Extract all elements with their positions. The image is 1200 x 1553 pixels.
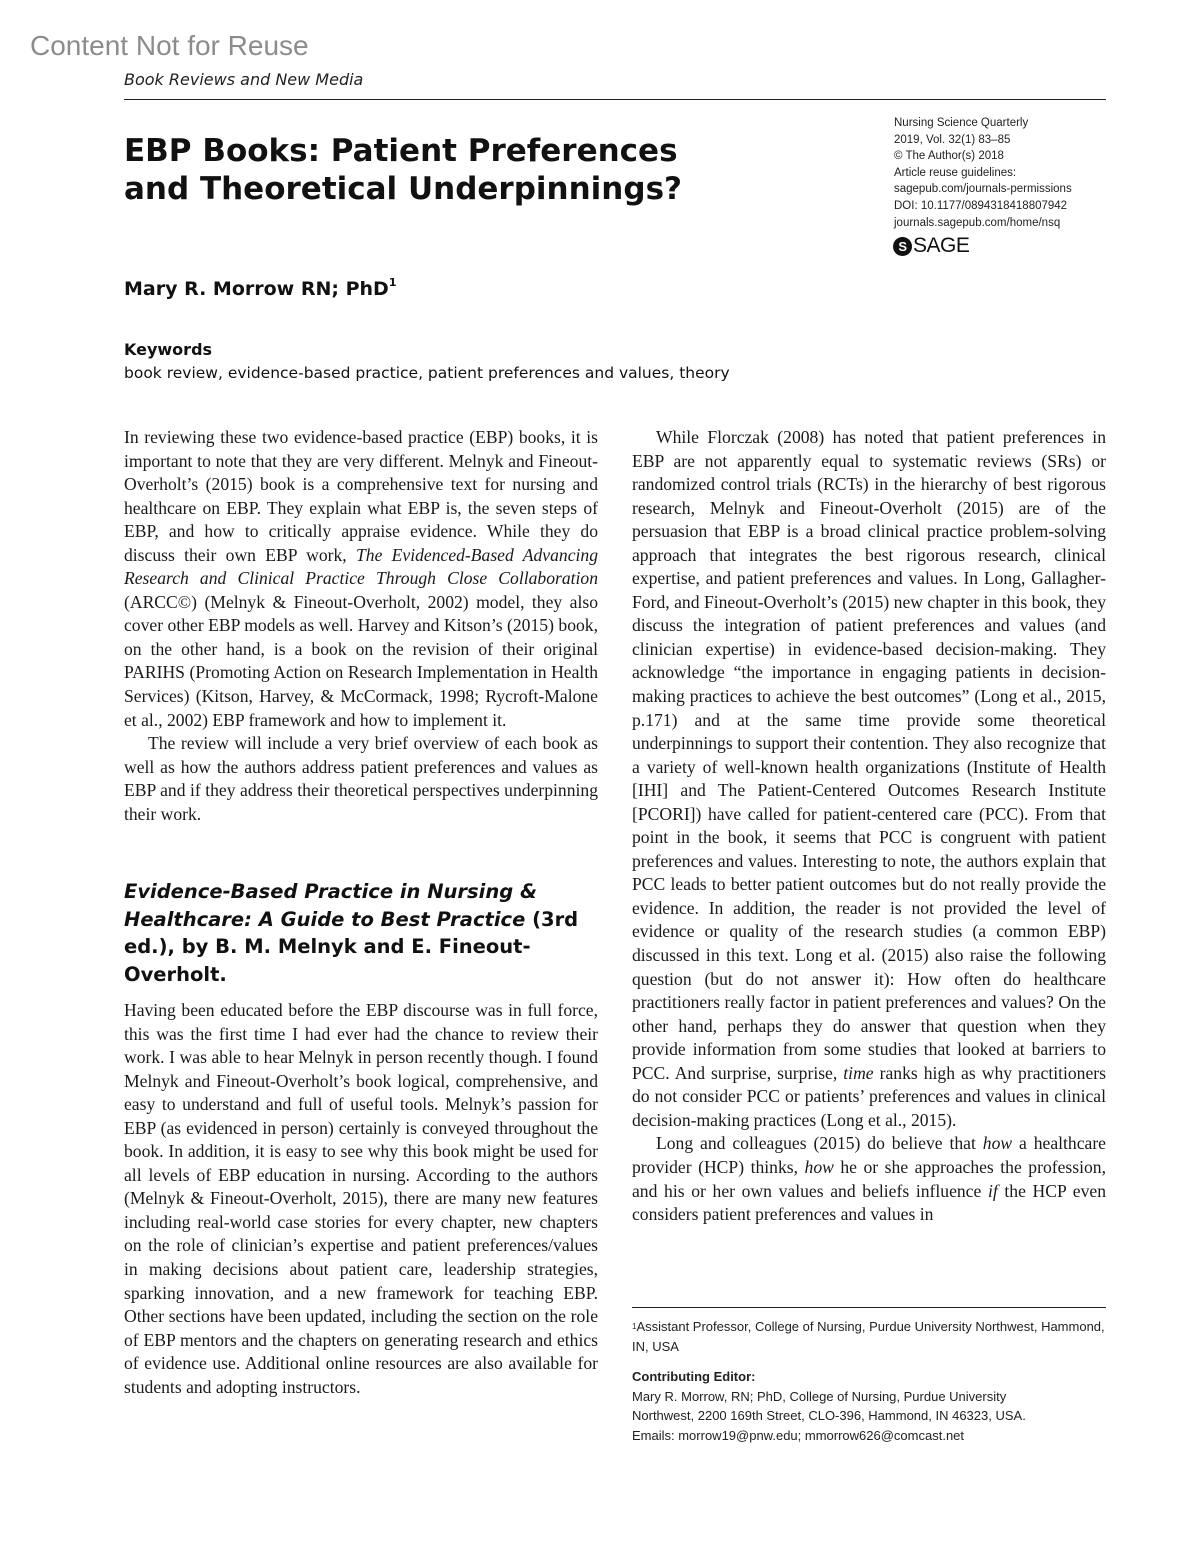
paragraph-review-body: Having been educated before the EBP discourse was in full force, this was the first time I had ever had the chance to review their work. I was able to hear Melnyk in person recently though. I found Melnyk and Fineout-Overholt’s book logical, comprehensive, and easy to understand and full of useful tools. Melnyk’s passion for EBP (as evidenced in person) certainly is conveyed throughout the book. In addition, it is easy to see why this book might be used for all levels of EBP education in nursing. According to the authors (Melnyk & Fineout-Overholt, 2015), there are many new features including real-world case stories for every chapter, new chapters on the role of clinician’s expertise and patient preferences/values in making decisions about patient care, leadership strategies, sparking innovation, and a new framework for teaching EBP. Other sections have been updated, including the section on the role of EBP mentors and the chapters on generating research and ethics of evidence use. Additional online resources are also available for students and adopting instructors. bbox=[124, 1000, 598, 1397]
text-span: (ARCC©) (Melnyk & Fineout-Overholt, 2002) model, they also cover other EBP models as well. Harvey and Kitson’s (2015) book, on the other hand, is a book on the revision of their original PARIHS (Promoting Action on Research Implementation in Health Services) (Kitson, Harvey, & McCormack, 1998; Rycroft-Malone et al., 2002) EBP framework and how to implement it. bbox=[124, 591, 598, 730]
journal-homepage-link[interactable]: journals.sagepub.com/home/nsq bbox=[894, 216, 1061, 229]
emphasis-italic: how bbox=[982, 1133, 1013, 1154]
sage-logo bbox=[893, 234, 969, 258]
affiliation-marker: 1 bbox=[388, 276, 397, 289]
affiliation-footnote bbox=[632, 1317, 1106, 1356]
text-span: the HCP even considers patient preferences and values in bbox=[632, 1180, 1106, 1225]
journal-volume: 2019, Vol. 32(1) 83–85 bbox=[894, 133, 1011, 146]
book-edition-author: (3rd ed.), by B. M. Melnyk and E. Fineout-Overholt. bbox=[124, 907, 579, 986]
contributing-editor bbox=[632, 1367, 1106, 1445]
left-column-review bbox=[124, 999, 598, 1399]
editor-emails[interactable]: Emails: morrow19@pnw.edu; mmorrow626@comcast.net bbox=[632, 1427, 965, 1443]
article-title bbox=[124, 132, 764, 208]
journal-name: Nursing Science Quarterly bbox=[894, 117, 1029, 129]
emphasis-italic: time bbox=[843, 1062, 874, 1083]
copyright-line: © The Author(s) 2018 bbox=[894, 150, 1004, 163]
emphasis-italic: how bbox=[804, 1156, 834, 1177]
paragraph-hcp-values bbox=[632, 1132, 1106, 1226]
paragraph-review-overview: The review will include a very brief overview of each book as well as how the authors address patient preferences and values as EBP and if they address their theoretical perspectives underpinning their work. bbox=[124, 733, 598, 824]
right-column bbox=[632, 426, 1106, 1227]
permissions-link[interactable]: sagepub.com/journals-permissions bbox=[894, 183, 1072, 196]
editor-line-2: Northwest, 2200 169th Street, CLO-396, Hammond, IN 46323, USA. bbox=[632, 1408, 1026, 1423]
journal-metadata bbox=[894, 115, 1106, 231]
sage-logo-text: SAGE bbox=[913, 234, 970, 257]
emphasis-italic: if bbox=[987, 1180, 998, 1201]
author-name bbox=[124, 278, 396, 300]
text-span: he or she approaches the profession, and his or her own values and beliefs influence bbox=[632, 1156, 1106, 1201]
text-span: While Florczak (2008) has noted that patient preferences in EBP are not apparently equal to systematic reviews (SRs) or randomized control trials (RCTs) in the hierarchy of best rigorous research, Melnyk and Fineout-Overholt (2015) are of the persuasion that EBP is a broad clinical practice problem-solving approach that integrates the best rigorous research, clinical expertise, and patient preferences and values. In Long, Gallagher-Ford, and Fineout-Overholt’s (2015) new chapter in this book, they discuss the integration of patient preferences and values (and clinician expertise) in evidence-based decision-making. They acknowledge “the importance in engaging patients in decision-making practices to achieve the best outcomes” (Long et al., 2015, p.171) and at the same time provide some theoretical underpinnings to support their contention. They also recognize that a variety of well-known health organizations (Institute of Health [IHI] and The Patient-Centered Outcomes Research Institute [PCORI]) have called for patient-centered care (PCC). From that point in the book, it seems that PCC is congruent with patient preferences and values. Interesting to note, the authors explain that PCC leads to better patient outcomes but do not really provide the evidence. In addition, the reader is not provided the level of evidence or quality of the research studies (a common EBP) discussed in this text. Long et al. (2015) also raise the following question (but do not answer it): How often do healthcare practitioners really factor in patient preferences and values? On the other hand, perhaps they do answer that question when they provide information from some studies that looked at barriers to PCC. And surprise, surprise, bbox=[632, 427, 1106, 1083]
book-subheading bbox=[124, 878, 598, 988]
keywords-heading: Keywords bbox=[124, 340, 213, 359]
title-line-2: and Theoretical Underpinnings? bbox=[124, 171, 682, 207]
footnote-marker: 1 bbox=[632, 1322, 637, 1331]
contributing-editor-label: Contributing Editor: bbox=[632, 1369, 756, 1384]
sage-logo-icon: S bbox=[893, 237, 912, 256]
text-span: a healthcare provider (HCP) thinks, bbox=[632, 1133, 1106, 1177]
text-span: In reviewing these two evidence-based practice (EBP) books, it is important to note that they are very different. Melnyk and Fineout-Overholt’s (2015) book is a comprehensive text for nursing and healthcare on EBP. They explain what EBP is, the seven steps of EBP, and how to critically appraise evidence. While they do discuss their own EBP work, bbox=[124, 427, 598, 565]
paragraph-patient-preferences bbox=[632, 426, 1106, 1132]
text-span: Long and colleagues (2015) do believe that bbox=[656, 1133, 983, 1154]
keywords-list: book review, evidence-based practice, patient preferences and values, theory bbox=[124, 364, 730, 382]
editor-line-1: Mary R. Morrow, RN; PhD, College of Nursing, Purdue University bbox=[632, 1388, 1007, 1404]
watermark-text: Content Not for Reuse bbox=[30, 30, 309, 61]
model-title-italic: The Evidenced-Based Advancing Research and Clinical Practice Through Close Collaboration bbox=[124, 544, 598, 589]
footnote-divider bbox=[632, 1307, 1106, 1308]
book-title-italic: Evidence-Based Practice in Nursing & Healthcare: A Guide to Best Practice bbox=[124, 880, 537, 931]
footnote-text: Assistant Professor, College of Nursing, Purdue University Northwest, Hammond, IN, USA bbox=[632, 1319, 1105, 1354]
title-line-1: EBP Books: Patient Preferences bbox=[124, 133, 678, 169]
reuse-label: Article reuse guidelines: bbox=[894, 166, 1017, 179]
header-divider bbox=[124, 99, 1106, 100]
left-column-intro bbox=[124, 426, 598, 826]
text-span: ranks high as why practitioners do not consider PCC or patients’ preferences and values in clinical decision-making practices (Long et al., 2015). bbox=[632, 1062, 1106, 1130]
author-name-text: Mary R. Morrow RN; PhD bbox=[124, 278, 389, 300]
doi-link[interactable]: DOI: 10.1177/0894318418807942 bbox=[894, 199, 1068, 212]
paragraph-intro bbox=[124, 426, 598, 732]
section-label: Book Reviews and New Media bbox=[124, 70, 364, 89]
